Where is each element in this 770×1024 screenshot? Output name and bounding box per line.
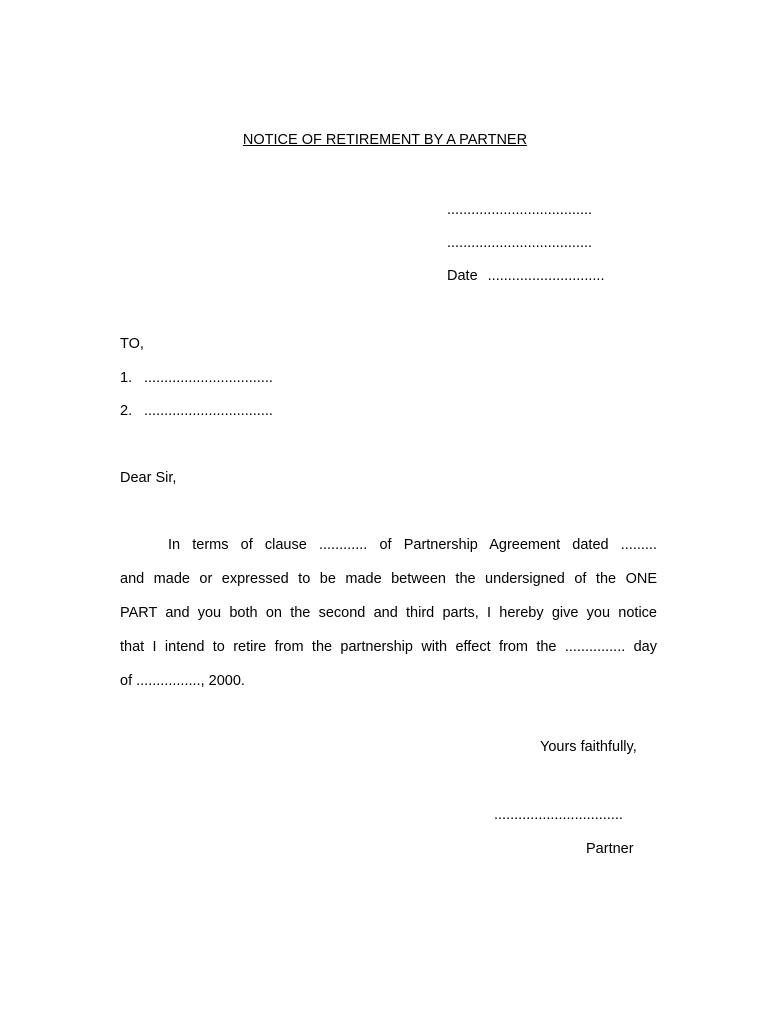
date-row (447, 267, 604, 285)
recipient-to-label: TO, (120, 336, 144, 352)
recipient-value: ................................ (144, 403, 273, 419)
sender-address-line-1: .................................... (447, 202, 593, 218)
body-line: In terms of clause ............ of Partnership Agreement dated ......... (168, 537, 657, 553)
salutation: Dear Sir, (120, 470, 177, 486)
body-line: PART and you both on the second and third parts, I hereby give you notice (120, 605, 657, 621)
recipient-number: 1. (120, 370, 133, 386)
signature-line: ................................ (494, 807, 623, 823)
recipient-item (120, 369, 273, 387)
signer-title: Partner (586, 841, 634, 857)
body-line: that I intend to retire from the partnership with effect from the ............... day (120, 639, 657, 655)
recipient-value: ................................ (144, 370, 273, 386)
document-title: NOTICE OF RETIREMENT BY A PARTNER (242, 132, 528, 148)
date-label: Date (447, 268, 478, 284)
sender-address-line-2: .................................... (447, 235, 593, 251)
body-line: of ................, 2000. (120, 673, 245, 689)
body-paragraph (120, 536, 657, 706)
closing: Yours faithfully, (540, 739, 637, 755)
date-value: ............................. (487, 268, 605, 284)
body-line: and made or expressed to be made between the undersigned of the ONE (120, 571, 657, 587)
recipient-item (120, 402, 273, 420)
recipient-number: 2. (120, 403, 133, 419)
